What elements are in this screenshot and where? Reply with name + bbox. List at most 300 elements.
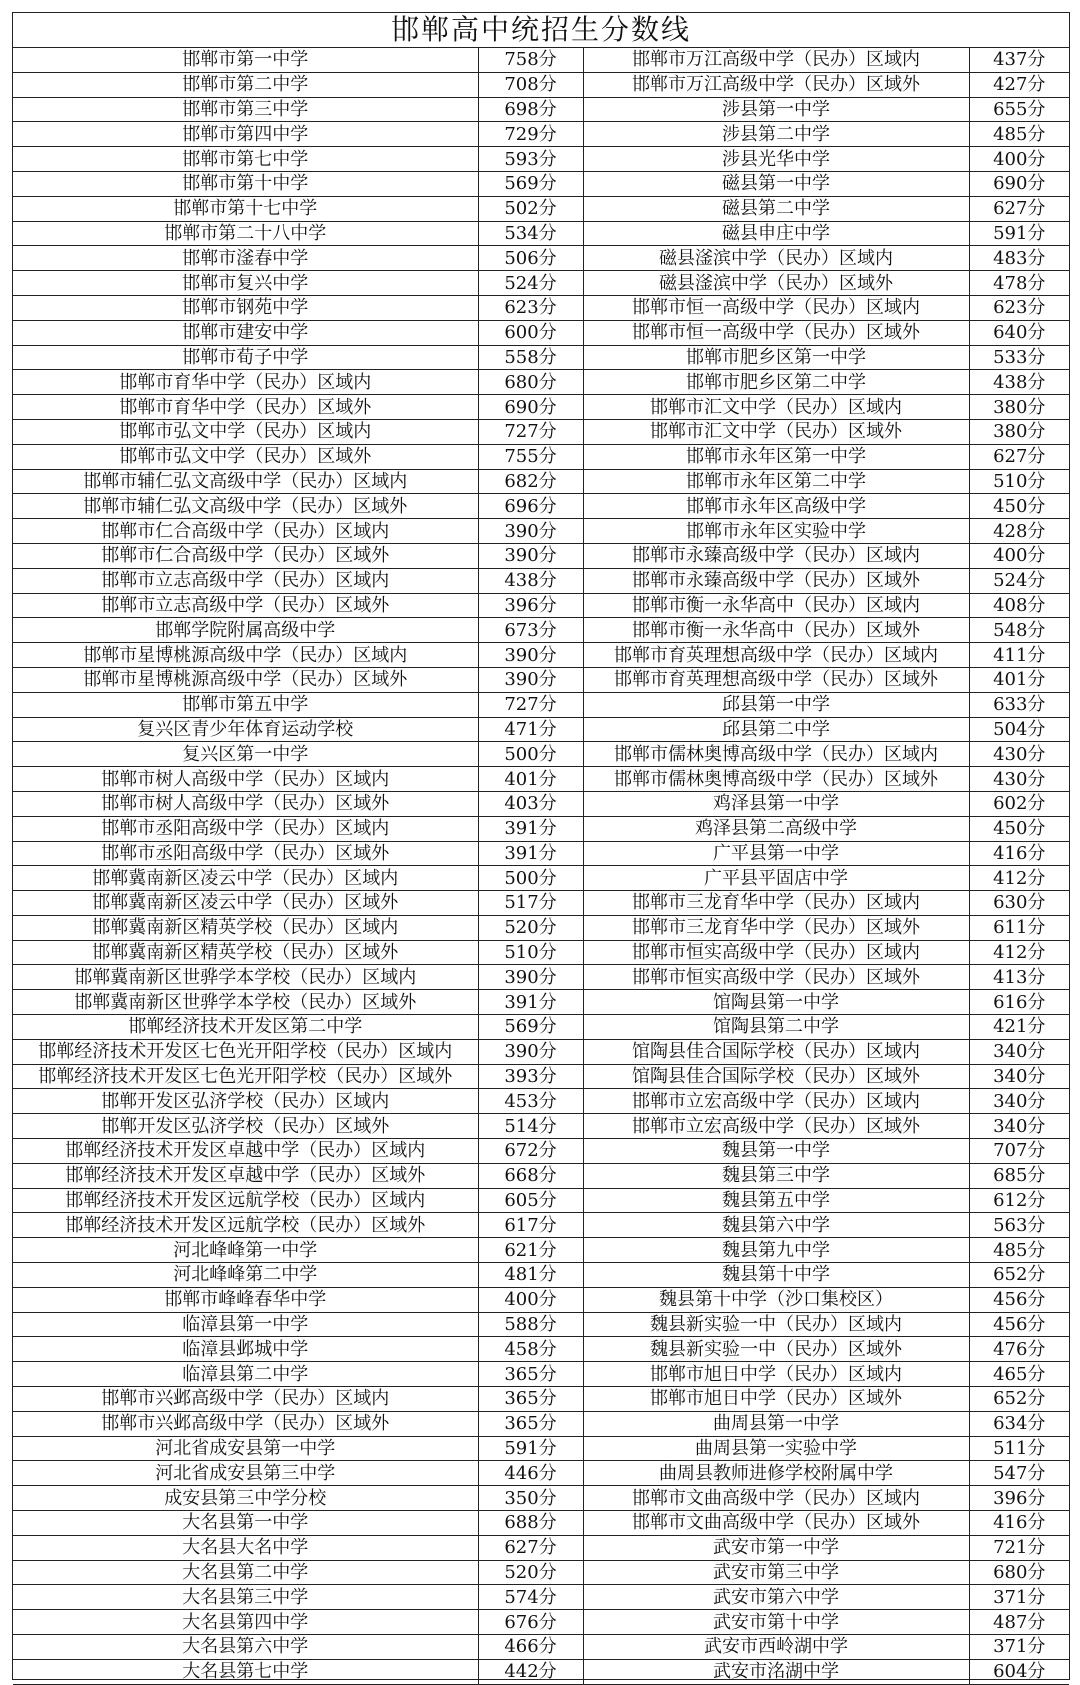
table-row <box>13 295 1069 320</box>
table-row <box>13 618 1069 643</box>
table-row <box>13 494 1069 519</box>
score-cell: 634分 <box>969 1411 1069 1436</box>
table-row <box>13 717 1069 742</box>
school-name-cell: 广平县平固店中学 <box>583 866 969 891</box>
table-row <box>13 543 1069 568</box>
score-cell: 520分 <box>478 915 583 940</box>
score-cell: 621分 <box>478 1238 583 1263</box>
score-cell: 510分 <box>478 940 583 965</box>
table-row <box>13 1436 1069 1461</box>
school-name-cell: 邯郸市肥乡区第一中学 <box>583 345 969 370</box>
school-name-cell: 邯郸市万江高级中学（民办）区域外 <box>583 72 969 97</box>
score-cell: 340分 <box>969 1039 1069 1064</box>
score-cell: 401分 <box>969 667 1069 692</box>
school-name-cell: 邯郸市恒一高级中学（民办）区域外 <box>583 320 969 345</box>
school-name-cell: 邯郸冀南新区精英学校（民办）区域内 <box>13 915 478 940</box>
score-cell: 655分 <box>969 97 1069 122</box>
school-name-cell: 邯郸冀南新区精英学校（民办）区域外 <box>13 940 478 965</box>
school-name-cell: 大名县大名中学 <box>13 1535 478 1560</box>
score-cell: 481分 <box>478 1263 583 1288</box>
table-row <box>13 1114 1069 1139</box>
table-row <box>13 1263 1069 1288</box>
score-cell: 408分 <box>969 593 1069 618</box>
school-name-cell: 邯郸市儒林奥博高级中学（民办）区域内 <box>583 742 969 767</box>
school-name-cell: 曲周县第一实验中学 <box>583 1436 969 1461</box>
school-name-cell: 大名县第一中学 <box>13 1511 478 1536</box>
score-cell: 416分 <box>969 841 1069 866</box>
school-name-cell: 涉县光华中学 <box>583 147 969 172</box>
school-name-cell: 邯郸市第四中学 <box>13 122 478 147</box>
school-name-cell: 邯郸经济技术开发区卓越中学（民办）区域内 <box>13 1139 478 1164</box>
school-name-cell: 邯郸市钢苑中学 <box>13 295 478 320</box>
score-cell: 485分 <box>969 122 1069 147</box>
table-row <box>13 1064 1069 1089</box>
score-cell: 411分 <box>969 643 1069 668</box>
table-row <box>13 1089 1069 1114</box>
school-name-cell: 邯郸市恒实高级中学（民办）区域外 <box>583 965 969 990</box>
school-name-cell: 磁县申庄中学 <box>583 221 969 246</box>
school-name-cell: 邯郸市立志高级中学（民办）区域内 <box>13 568 478 593</box>
score-cell: 365分 <box>478 1362 583 1387</box>
score-sheet <box>12 12 1070 1683</box>
school-name-cell: 邯郸市立宏高级中学（民办）区域内 <box>583 1089 969 1114</box>
score-cell: 453分 <box>478 1089 583 1114</box>
score-cell: 588分 <box>478 1312 583 1337</box>
table-row <box>13 1411 1069 1436</box>
school-name-cell: 武安市第三中学 <box>583 1560 969 1585</box>
score-cell: 456分 <box>969 1312 1069 1337</box>
score-cell: 450分 <box>969 494 1069 519</box>
school-name-cell: 磁县第二中学 <box>583 196 969 221</box>
table-row <box>13 891 1069 916</box>
school-name-cell: 临漳县第一中学 <box>13 1312 478 1337</box>
table-row <box>13 122 1069 147</box>
score-cell: 690分 <box>969 171 1069 196</box>
score-cell: 412分 <box>969 866 1069 891</box>
score-cell: 471分 <box>478 717 583 742</box>
table-row <box>13 816 1069 841</box>
school-name-cell: 馆陶县佳合国际学校（民办）区域内 <box>583 1039 969 1064</box>
table-row <box>13 767 1069 792</box>
school-name-cell: 魏县第三中学 <box>583 1163 969 1188</box>
score-cell: 623分 <box>478 295 583 320</box>
table-row <box>13 1560 1069 1585</box>
school-name-cell: 复兴区第一中学 <box>13 742 478 767</box>
score-cell: 569分 <box>478 171 583 196</box>
score-cell: 533分 <box>969 345 1069 370</box>
school-name-cell: 邯郸市兴邺高级中学（民办）区域外 <box>13 1411 478 1436</box>
score-cell: 430分 <box>969 767 1069 792</box>
school-name-cell: 邱县第一中学 <box>583 692 969 717</box>
score-cell: 428分 <box>969 519 1069 544</box>
school-name-cell: 邯郸市永年区实验中学 <box>583 519 969 544</box>
table-row <box>13 791 1069 816</box>
table-row <box>13 1312 1069 1337</box>
score-cell: 690分 <box>478 395 583 420</box>
table-row <box>13 866 1069 891</box>
school-name-cell: 武安市西岭湖中学 <box>583 1635 969 1660</box>
score-cell: 371分 <box>969 1585 1069 1610</box>
school-name-cell: 馆陶县第一中学 <box>583 990 969 1015</box>
school-name-cell: 武安市洺湖中学 <box>583 1659 969 1684</box>
school-name-cell: 邯郸市永臻高级中学（民办）区域外 <box>583 568 969 593</box>
school-name-cell: 磁县滏滨中学（民办）区域外 <box>583 271 969 296</box>
school-name-cell: 邯郸市第一中学 <box>13 48 478 72</box>
school-name-cell: 邯郸市衡一永华高中（民办）区域内 <box>583 593 969 618</box>
score-cell: 504分 <box>969 717 1069 742</box>
school-name-cell: 磁县第一中学 <box>583 171 969 196</box>
score-cell: 446分 <box>478 1461 583 1486</box>
score-cell: 390分 <box>478 1039 583 1064</box>
school-name-cell: 邯郸经济技术开发区远航学校（民办）区域外 <box>13 1213 478 1238</box>
score-cell: 707分 <box>969 1139 1069 1164</box>
table-row <box>13 940 1069 965</box>
score-cell: 438分 <box>478 568 583 593</box>
school-name-cell: 邯郸市立志高级中学（民办）区域外 <box>13 593 478 618</box>
score-cell: 400分 <box>969 543 1069 568</box>
school-name-cell: 邯郸经济技术开发区卓越中学（民办）区域外 <box>13 1163 478 1188</box>
school-name-cell: 魏县第六中学 <box>583 1213 969 1238</box>
school-name-cell: 成安县第三中学分校 <box>13 1486 478 1511</box>
school-name-cell: 邯郸市第十七中学 <box>13 196 478 221</box>
score-cell: 466分 <box>478 1635 583 1660</box>
score-cell: 696分 <box>478 494 583 519</box>
score-cell: 413分 <box>969 965 1069 990</box>
table-row <box>13 1635 1069 1660</box>
school-name-cell: 河北峰峰第一中学 <box>13 1238 478 1263</box>
score-cell: 390分 <box>478 543 583 568</box>
score-cell: 427分 <box>969 72 1069 97</box>
table-row <box>13 171 1069 196</box>
school-name-cell: 邯郸市弘文中学（民办）区域内 <box>13 419 478 444</box>
table-row <box>13 742 1069 767</box>
school-name-cell: 邯郸学院附属高级中学 <box>13 618 478 643</box>
school-name-cell: 邯郸开发区弘济学校（民办）区域外 <box>13 1114 478 1139</box>
score-cell: 456分 <box>969 1287 1069 1312</box>
school-name-cell: 邯郸市恒实高级中学（民办）区域内 <box>583 940 969 965</box>
school-name-cell: 邯郸市丞阳高级中学（民办）区域外 <box>13 841 478 866</box>
school-name-cell: 曲周县教师进修学校附属中学 <box>583 1461 969 1486</box>
school-name-cell: 大名县第六中学 <box>13 1635 478 1660</box>
school-name-cell: 磁县滏滨中学（民办）区域内 <box>583 246 969 271</box>
school-name-cell: 邯郸市星博桃源高级中学（民办）区域外 <box>13 667 478 692</box>
school-name-cell: 大名县第四中学 <box>13 1610 478 1635</box>
score-cell: 721分 <box>969 1535 1069 1560</box>
school-name-cell: 邯郸市育华中学（民办）区域外 <box>13 395 478 420</box>
score-cell: 605分 <box>478 1188 583 1213</box>
school-name-cell: 邯郸经济技术开发区第二中学 <box>13 1015 478 1040</box>
table-row <box>13 72 1069 97</box>
school-name-cell: 邯郸冀南新区凌云中学（民办）区域外 <box>13 891 478 916</box>
school-name-cell: 涉县第二中学 <box>583 122 969 147</box>
score-cell: 688分 <box>478 1511 583 1536</box>
school-name-cell: 邯郸市永臻高级中学（民办）区域内 <box>583 543 969 568</box>
score-cell: 633分 <box>969 692 1069 717</box>
score-cell: 340分 <box>969 1114 1069 1139</box>
school-name-cell: 邯郸市第七中学 <box>13 147 478 172</box>
school-name-cell: 馆陶县第二中学 <box>583 1015 969 1040</box>
school-name-cell: 邯郸市汇文中学（民办）区域内 <box>583 395 969 420</box>
score-cell: 729分 <box>478 122 583 147</box>
table-row <box>13 246 1069 271</box>
table-row <box>13 1387 1069 1412</box>
score-cell: 500分 <box>478 866 583 891</box>
school-name-cell: 邯郸市育英理想高级中学（民办）区域内 <box>583 643 969 668</box>
score-cell: 476分 <box>969 1337 1069 1362</box>
score-cell: 487分 <box>969 1610 1069 1635</box>
score-cell: 600分 <box>478 320 583 345</box>
school-name-cell: 邯郸市旭日中学（民办）区域内 <box>583 1362 969 1387</box>
table-row <box>13 196 1069 221</box>
score-cell: 627分 <box>969 196 1069 221</box>
score-cell: 520分 <box>478 1560 583 1585</box>
school-name-cell: 邯郸开发区弘济学校（民办）区域内 <box>13 1089 478 1114</box>
table-row <box>13 1039 1069 1064</box>
school-name-cell: 邯郸市荀子中学 <box>13 345 478 370</box>
school-name-cell: 邯郸市仁合高级中学（民办）区域内 <box>13 519 478 544</box>
school-name-cell: 邯郸市汇文中学（民办）区域外 <box>583 419 969 444</box>
school-name-cell: 魏县新实验一中（民办）区域内 <box>583 1312 969 1337</box>
school-name-cell: 邯郸市树人高级中学（民办）区域外 <box>13 791 478 816</box>
school-name-cell: 邯郸市仁合高级中学（民办）区域外 <box>13 543 478 568</box>
score-cell: 708分 <box>478 72 583 97</box>
table-row <box>13 1486 1069 1511</box>
score-cell: 403分 <box>478 791 583 816</box>
score-cell: 593分 <box>478 147 583 172</box>
score-cell: 390分 <box>478 667 583 692</box>
score-cell: 502分 <box>478 196 583 221</box>
school-name-cell: 邯郸市文曲高级中学（民办）区域内 <box>583 1486 969 1511</box>
table-row <box>13 1659 1069 1684</box>
school-name-cell: 邯郸市复兴中学 <box>13 271 478 296</box>
score-cell: 416分 <box>969 1511 1069 1536</box>
score-cell: 524分 <box>969 568 1069 593</box>
score-cell: 483分 <box>969 246 1069 271</box>
score-cell: 400分 <box>478 1287 583 1312</box>
score-table-body <box>13 48 1069 1684</box>
table-row <box>13 395 1069 420</box>
score-cell: 390分 <box>478 643 583 668</box>
school-name-cell: 邯郸市辅仁弘文高级中学（民办）区域内 <box>13 469 478 494</box>
score-cell: 478分 <box>969 271 1069 296</box>
score-cell: 630分 <box>969 891 1069 916</box>
table-row <box>13 271 1069 296</box>
school-name-cell: 邯郸市丞阳高级中学（民办）区域内 <box>13 816 478 841</box>
table-row <box>13 841 1069 866</box>
score-cell: 558分 <box>478 345 583 370</box>
school-name-cell: 邯郸市永年区第一中学 <box>583 444 969 469</box>
table-row <box>13 1287 1069 1312</box>
school-name-cell: 邯郸经济技术开发区七色光开阳学校（民办）区域外 <box>13 1064 478 1089</box>
score-cell: 430分 <box>969 742 1069 767</box>
table-row <box>13 97 1069 122</box>
school-name-cell: 邯郸市万江高级中学（民办）区域内 <box>583 48 969 72</box>
score-cell: 574分 <box>478 1585 583 1610</box>
score-cell: 401分 <box>478 767 583 792</box>
table-row <box>13 1461 1069 1486</box>
table-row <box>13 221 1069 246</box>
score-cell: 391分 <box>478 841 583 866</box>
school-name-cell: 邯郸市永年区高级中学 <box>583 494 969 519</box>
score-cell: 680分 <box>969 1560 1069 1585</box>
score-cell: 623分 <box>969 295 1069 320</box>
table-row <box>13 1015 1069 1040</box>
school-name-cell: 邯郸市衡一永华高中（民办）区域外 <box>583 618 969 643</box>
school-name-cell: 鸡泽县第一中学 <box>583 791 969 816</box>
score-cell: 602分 <box>969 791 1069 816</box>
score-table <box>13 48 1069 1685</box>
school-name-cell: 邯郸市肥乡区第二中学 <box>583 370 969 395</box>
score-cell: 534分 <box>478 221 583 246</box>
page-title: 邯郸高中统招生分数线 <box>13 13 1069 48</box>
school-name-cell: 邯郸经济技术开发区七色光开阳学校（民办）区域内 <box>13 1039 478 1064</box>
score-cell: 548分 <box>969 618 1069 643</box>
school-name-cell: 大名县第三中学 <box>13 1585 478 1610</box>
score-cell: 421分 <box>969 1015 1069 1040</box>
score-cell: 380分 <box>969 395 1069 420</box>
table-row <box>13 519 1069 544</box>
school-name-cell: 武安市第十中学 <box>583 1610 969 1635</box>
score-cell: 365分 <box>478 1387 583 1412</box>
table-row <box>13 593 1069 618</box>
score-cell: 617分 <box>478 1213 583 1238</box>
score-cell: 611分 <box>969 915 1069 940</box>
school-name-cell: 邯郸市弘文中学（民办）区域外 <box>13 444 478 469</box>
score-cell: 604分 <box>969 1659 1069 1684</box>
table-row <box>13 48 1069 72</box>
score-cell: 390分 <box>478 519 583 544</box>
school-name-cell: 邯郸市永年区第二中学 <box>583 469 969 494</box>
school-name-cell: 邯郸市第五中学 <box>13 692 478 717</box>
score-cell: 755分 <box>478 444 583 469</box>
score-cell: 396分 <box>478 593 583 618</box>
score-cell: 673分 <box>478 618 583 643</box>
school-name-cell: 邯郸市第十中学 <box>13 171 478 196</box>
score-cell: 727分 <box>478 419 583 444</box>
score-cell: 391分 <box>478 990 583 1015</box>
score-cell: 652分 <box>969 1387 1069 1412</box>
score-cell: 400分 <box>969 147 1069 172</box>
school-name-cell: 大名县第七中学 <box>13 1659 478 1684</box>
score-cell: 517分 <box>478 891 583 916</box>
school-name-cell: 邯郸市辅仁弘文高级中学（民办）区域外 <box>13 494 478 519</box>
table-row <box>13 345 1069 370</box>
score-cell: 390分 <box>478 965 583 990</box>
table-row <box>13 667 1069 692</box>
score-cell: 727分 <box>478 692 583 717</box>
school-name-cell: 馆陶县佳合国际学校（民办）区域外 <box>583 1064 969 1089</box>
score-cell: 371分 <box>969 1635 1069 1660</box>
school-name-cell: 邯郸市第二中学 <box>13 72 478 97</box>
score-cell: 672分 <box>478 1139 583 1164</box>
score-cell: 450分 <box>969 816 1069 841</box>
school-name-cell: 邯郸市旭日中学（民办）区域外 <box>583 1387 969 1412</box>
score-cell: 438分 <box>969 370 1069 395</box>
school-name-cell: 邯郸冀南新区世骅学本学校（民办）区域外 <box>13 990 478 1015</box>
score-cell: 676分 <box>478 1610 583 1635</box>
score-cell: 485分 <box>969 1238 1069 1263</box>
score-cell: 514分 <box>478 1114 583 1139</box>
school-name-cell: 邯郸市建安中学 <box>13 320 478 345</box>
school-name-cell: 邯郸市第二十八中学 <box>13 221 478 246</box>
school-name-cell: 邯郸市立宏高级中学（民办）区域外 <box>583 1114 969 1139</box>
table-row <box>13 320 1069 345</box>
school-name-cell: 邯郸市第三中学 <box>13 97 478 122</box>
score-cell: 340分 <box>969 1064 1069 1089</box>
table-row <box>13 1585 1069 1610</box>
school-name-cell: 魏县第十中学（沙口集校区） <box>583 1287 969 1312</box>
table-row <box>13 419 1069 444</box>
score-cell: 458分 <box>478 1337 583 1362</box>
score-cell: 616分 <box>969 990 1069 1015</box>
school-name-cell: 涉县第一中学 <box>583 97 969 122</box>
score-cell: 524分 <box>478 271 583 296</box>
school-name-cell: 魏县新实验一中（民办）区域外 <box>583 1337 969 1362</box>
score-cell: 412分 <box>969 940 1069 965</box>
school-name-cell: 河北省成安县第一中学 <box>13 1436 478 1461</box>
school-name-cell: 复兴区青少年体育运动学校 <box>13 717 478 742</box>
score-cell: 640分 <box>969 320 1069 345</box>
score-cell: 591分 <box>969 221 1069 246</box>
score-cell: 682分 <box>478 469 583 494</box>
score-cell: 563分 <box>969 1213 1069 1238</box>
score-cell: 465分 <box>969 1362 1069 1387</box>
table-row <box>13 1610 1069 1635</box>
school-name-cell: 邯郸冀南新区世骅学本学校（民办）区域内 <box>13 965 478 990</box>
school-name-cell: 邯郸市儒林奥博高级中学（民办）区域外 <box>583 767 969 792</box>
table-row <box>13 1511 1069 1536</box>
school-name-cell: 魏县第一中学 <box>583 1139 969 1164</box>
school-name-cell: 鸡泽县第二高级中学 <box>583 816 969 841</box>
score-cell: 652分 <box>969 1263 1069 1288</box>
school-name-cell: 邯郸市峰峰春华中学 <box>13 1287 478 1312</box>
score-cell: 511分 <box>969 1436 1069 1461</box>
school-name-cell: 魏县第五中学 <box>583 1188 969 1213</box>
school-name-cell: 曲周县第一中学 <box>583 1411 969 1436</box>
table-row <box>13 1362 1069 1387</box>
score-cell: 612分 <box>969 1188 1069 1213</box>
score-cell: 680分 <box>478 370 583 395</box>
school-name-cell: 邯郸市育英理想高级中学（民办）区域外 <box>583 667 969 692</box>
table-row <box>13 444 1069 469</box>
score-cell: 510分 <box>969 469 1069 494</box>
table-row <box>13 1163 1069 1188</box>
school-name-cell: 邯郸市文曲高级中学（民办）区域外 <box>583 1511 969 1536</box>
table-row <box>13 1535 1069 1560</box>
school-name-cell: 邯郸市三龙育华中学（民办）区域外 <box>583 915 969 940</box>
score-cell: 393分 <box>478 1064 583 1089</box>
table-row <box>13 965 1069 990</box>
score-cell: 380分 <box>969 419 1069 444</box>
school-name-cell: 广平县第一中学 <box>583 841 969 866</box>
school-name-cell: 邱县第二中学 <box>583 717 969 742</box>
school-name-cell: 邯郸市星博桃源高级中学（民办）区域内 <box>13 643 478 668</box>
school-name-cell: 邯郸市滏春中学 <box>13 246 478 271</box>
score-cell: 547分 <box>969 1461 1069 1486</box>
school-name-cell: 武安市第六中学 <box>583 1585 969 1610</box>
score-cell: 685分 <box>969 1163 1069 1188</box>
school-name-cell: 河北省成安县第三中学 <box>13 1461 478 1486</box>
table-row <box>13 692 1069 717</box>
table-row <box>13 1213 1069 1238</box>
score-cell: 591分 <box>478 1436 583 1461</box>
score-cell: 396分 <box>969 1486 1069 1511</box>
school-name-cell: 魏县第九中学 <box>583 1238 969 1263</box>
table-row <box>13 990 1069 1015</box>
school-name-cell: 邯郸冀南新区凌云中学（民办）区域内 <box>13 866 478 891</box>
school-name-cell: 河北峰峰第二中学 <box>13 1263 478 1288</box>
table-row <box>13 147 1069 172</box>
